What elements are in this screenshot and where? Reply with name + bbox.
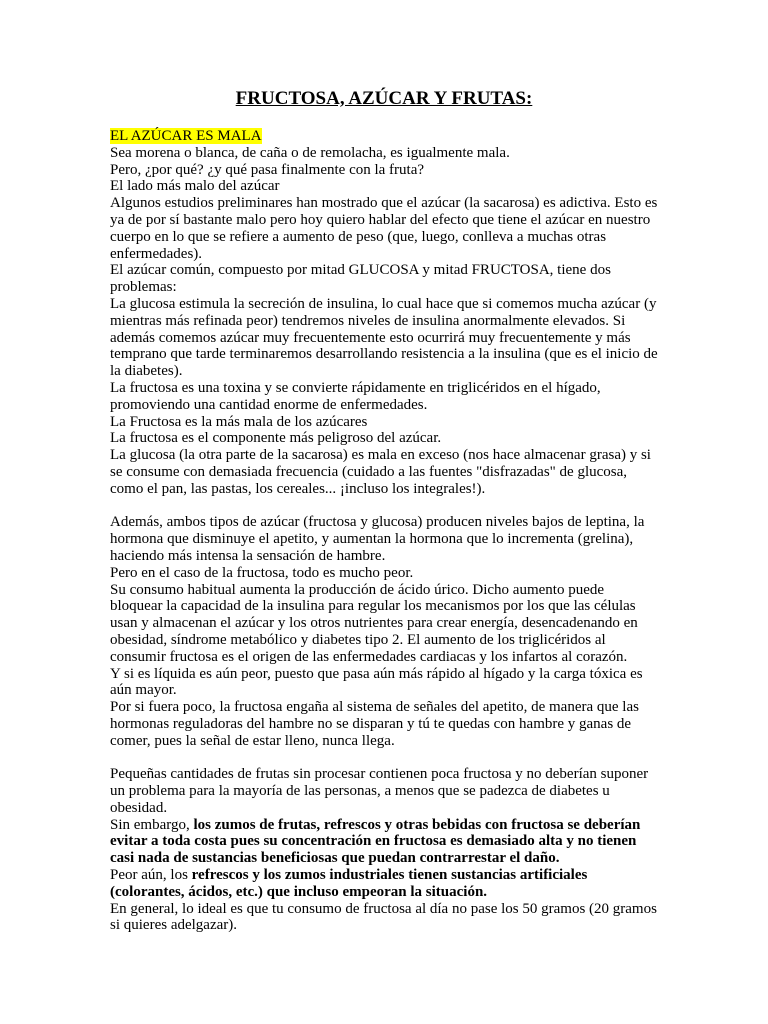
paragraph: La glucosa estimula la secreción de insulina, lo cual hace que si comemos mucha azúcar (y mientras más refinada peor) tendremos niveles de insulina anormalmente elevados. Si además comemos azúcar muy frecuentemente esto ocurrirá muy frecuentemente y más temprano que tarde terminaremos desarrollando resistencia a la insulina (que es el inicio de la diabetes).	[110, 295, 658, 380]
document-body	[110, 128, 658, 934]
paragraph: El azúcar común, compuesto por mitad GLUCOSA y mitad FRUCTOSA, tiene dos problemas:	[110, 262, 611, 296]
paragraph: La glucosa (la otra parte de la sacarosa) es mala en exceso (nos hace almacenar grasa) y si se consume con demasiada frecuencia (cuidado a las fuentes "disfrazadas" de glucosa, como el pan, las pastas, los cereales... ¡incluso los integrales!).	[110, 447, 651, 497]
document-title: FRUCTOSA, AZÚCAR Y FRUTAS:	[235, 88, 533, 109]
paragraph: En general, lo ideal es que tu consumo de fructosa al día no pase los 50 gramos (20 gramos si quieres adelgazar).	[110, 900, 657, 934]
paragraph: Pequeñas cantidades de frutas sin procesar contienen poca fructosa y no deberían suponer un problema para la mayoría de las personas, a menos que se padezca de diabetes u obesidad.	[110, 766, 649, 816]
highlighted-heading: EL AZÚCAR ES MALA	[110, 128, 262, 144]
paragraph: El lado más malo del azúcar	[110, 178, 280, 195]
paragraph: Por si fuera poco, la fructosa engaña al sistema de señales del apetito, de manera que las hormonas reguladoras del hambre no se disparan y tú te quedas con hambre y ganas de comer, pues la señal de estar lleno, nunca llega.	[110, 699, 639, 749]
paragraph-gap	[110, 498, 658, 515]
paragraph: La fructosa es el componente más peligroso del azúcar.	[110, 430, 442, 447]
paragraph: Además, ambos tipos de azúcar (fructosa y glucosa) producen niveles bajos de leptina, la hormona que disminuye el apetito, y aumentan la hormona que lo incrementa (grelina), haciendo más intensa la sensación de hambre.	[110, 514, 645, 564]
paragraph-mixed	[110, 817, 658, 867]
text-run: Peor aún, los	[110, 867, 192, 884]
bold-text-run: los zumos de frutas, refrescos y otras bebidas con fructosa se deberían evitar a toda costa pues su concentración en fructosa es demasiado alta y no tienen casi nada de sustancias beneficiosas que puedan contrarrestar el daño.	[110, 816, 641, 867]
paragraph: La fructosa es una toxina y se convierte rápidamente en triglicéridos en el hígado, promoviendo una cantidad enorme de enfermedades.	[110, 379, 601, 413]
paragraph-mixed	[110, 867, 658, 901]
paragraph: Sea morena o blanca, de caña o de remolacha, es igualmente mala.	[110, 144, 510, 161]
text-run: Sin embargo,	[110, 816, 194, 833]
bold-text-run: refrescos y los zumos industriales tienen sustancias artificiales (colorantes, ácidos, etc.) que incluso empeoran la situación.	[110, 867, 588, 900]
paragraph: Su consumo habitual aumenta la producción de ácido úrico. Dicho aumento puede bloquear la capacidad de la insulina para regular los mecanismos por los que las células usan y almacenan el azúcar y los otros nutrientes para crear energía, desencadenando en obesidad, síndrome metabólico y diabetes tipo 2. El aumento de los triglicéridos al consumir fructosa es el origen de las enfermedades cardiacas y los infartos al corazón.	[110, 581, 638, 665]
paragraph: Pero en el caso de la fructosa, todo es mucho peor.	[110, 564, 414, 581]
paragraph: Pero, ¿por qué? ¿y qué pasa finalmente con la fruta?	[110, 161, 425, 178]
paragraph: Y si es líquida es aún peor, puesto que pasa aún más rápido al hígado y la carga tóxica es aún mayor.	[110, 665, 643, 699]
paragraph-gap	[110, 749, 658, 766]
paragraph: Algunos estudios preliminares han mostrado que el azúcar (la sacarosa) es adictiva. Esto es ya de por sí bastante malo pero hoy quiero hablar del efecto que tiene el azúcar en nuestro cuerpo en lo que se refiere a aumento de peso (que, luego, conlleva a muchas otras enfermedades).	[110, 195, 658, 262]
section-heading	[110, 128, 658, 145]
paragraph: La Fructosa es la más mala de los azúcares	[110, 413, 368, 430]
